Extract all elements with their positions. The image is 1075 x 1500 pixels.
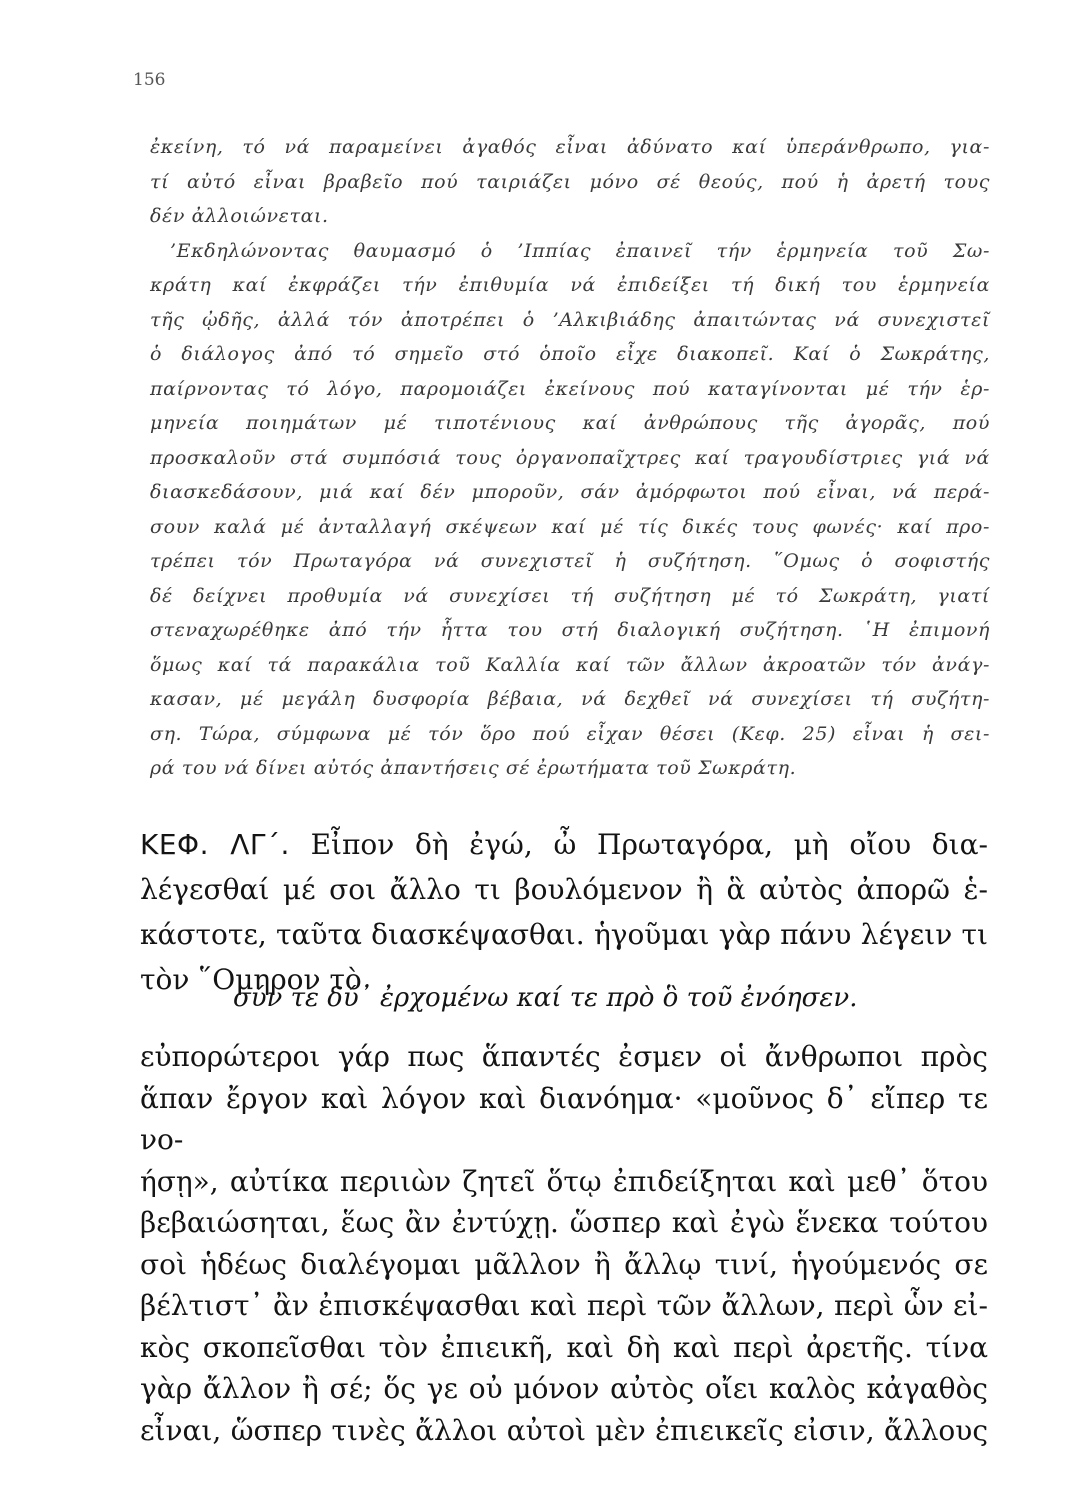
greek-text-line-start: Εἶπον δὴ ἐγώ, ὦ Πρωταγόρα, μὴ οἴου δια-	[310, 828, 988, 861]
commentary-line: κράτη καί ἐκφράζει τήν ἐπιθυμία νά ἐπιδείξει τή δική του ἑρμηνεία	[150, 274, 990, 296]
commentary-line: σουν καλά μέ ἀνταλλαγή σκέψεων καί μέ τίς δικές τους φωνές· καί προ-	[150, 515, 990, 538]
commentary-line: τῆς ᾠδῆς, ἀλλά τόν ἀποτρέπει ὁ ’Αλκιβιάδης ἀπαιτώντας νά συνεχιστεῖ	[150, 308, 990, 331]
commentary-line: στεναχωρέθηκε ἀπό τήν ἧττα του στή διαλογική συζήτηση. ῾Η ἐπιμονή	[150, 619, 990, 641]
greek-text-block	[140, 822, 988, 1002]
commentary-line: ὁ διάλογος ἀπό τό σημεῖο στό ὁποῖο εἶχε διακοπεῖ. Καί ὁ Σωκράτης,	[150, 343, 990, 365]
commentary-line: δέν ἀλλοιώνεται.	[150, 205, 329, 227]
commentary-line: τρέπει τόν Πρωταγόρα νά συνεχιστεῖ ἡ συζήτηση. ῞Ομως ὁ σοφιστής	[150, 550, 990, 572]
commentary-line: κασαν, μέ μεγάλη δυσφορία βέβαια, νά δεχθεῖ νά συνεχίσει τή συζήτη-	[150, 688, 990, 710]
greek-text-line: εὐπορώτεροι γάρ πως ἅπαντές ἐσμεν οἱ ἄνθρωποι πρὸς	[140, 1040, 988, 1073]
commentary-line: μηνεία ποιημάτων μέ τιποτένιους καί ἀνθρώπους τῆς ἀγορᾶς, πού	[150, 412, 990, 434]
greek-text-line: τὸν ῞Ομηρον τὸ	[140, 963, 362, 996]
commentary-line: παίρνοντας τό λόγο, παρομοιάζει ἐκείνους πού καταγίνονται μέ τήν ἑρ-	[150, 377, 990, 400]
greek-text-line	[140, 822, 988, 867]
greek-text-line: κὸς σκοπεῖσθαι τὸν ἐπιεικῆ, καὶ δὴ καὶ περὶ ἀρετῆς. τίνα	[140, 1330, 988, 1364]
greek-text-line: κάστοτε, ταῦτα διασκέψασθαι. ἡγοῦμαι γὰρ πάνυ λέγειν τι	[140, 918, 988, 951]
commentary-line: ’Εκδηλώνοντας θαυμασμό ὁ ’Ιππίας ἐπαινεῖ τήν ἑρμηνεία τοῦ Σω-	[170, 239, 990, 262]
greek-text-line: ἅπαν ἔργον καὶ λόγον καὶ διανόημα· «μοῦνος δ᾽ εἴπερ τε νο-	[140, 1081, 988, 1156]
homer-quote: σύν τε δύ᾽ ἐρχομένω καί τε πρὸ ὃ τοῦ ἐνόησεν.	[233, 983, 858, 1013]
greek-text-line: γὰρ ἄλλον ἢ σέ; ὅς γε οὐ μόνον αὐτὸς οἴει καλὸς κἀγαθὸς	[140, 1372, 988, 1405]
chapter-label: ΚΕΦ. ΛΓ΄.	[140, 828, 290, 861]
greek-text-line: εἶναι, ὥσπερ τινὲς ἄλλοι αὐτοὶ μὲν ἐπιεικεῖς εἰσιν, ἄλλους	[140, 1413, 988, 1447]
commentary-line: ση. Τώρα, σύμφωνα μέ τόν ὅρο πού εἶχαν θέσει (Κεφ. 25) εἶναι ἡ σει-	[150, 722, 990, 745]
greek-text-line: ήσῃ», αὐτίκα περιιὼν ζητεῖ ὅτῳ ἐπιδείξηται καὶ μεθ᾽ ὅτου	[140, 1164, 988, 1198]
commentary-line: δέ δείχνει προθυμία νά συνεχίσει τή συζήτηση μέ τό Σωκράτη, γιατί	[150, 584, 990, 607]
greek-text-block-continued	[140, 1036, 988, 1451]
greek-text-line: λέγεσθαί μέ σοι ἄλλο τι βουλόμενον ἢ ἃ αὐτὸς ἀπορῶ ἑ-	[140, 873, 988, 906]
greek-text-line: σοὶ ἡδέως διαλέγομαι μᾶλλον ἢ ἄλλῳ τινί, ἡγούμενός σε	[140, 1247, 988, 1281]
commentary-line: ρά του νά δίνει αὐτός ἀπαντήσεις σέ ἐρωτήματα τοῦ Σωκράτη.	[150, 757, 797, 779]
commentary-line: διασκεδάσουν, μιά καί δέν μποροῦν, σάν ἀμόρφωτοι πού εἶναι, νά περά-	[150, 481, 990, 503]
greek-text-line: βεβαιώσηται, ἕως ἂν ἐντύχῃ. ὥσπερ καὶ ἐγὼ ἕνεκα τούτου	[140, 1206, 988, 1239]
commentary-line: τί αὐτό εἶναι βραβεῖο πού ταιριάζει μόνο σέ θεούς, πού ἡ ἀρετή τους	[150, 170, 990, 193]
commentary-line: ἐκείνη, τό νά παραμείνει ἀγαθός εἶναι ἀδύνατο καί ὑπεράνθρωπο, για-	[150, 136, 990, 158]
commentary-block	[150, 130, 990, 786]
commentary-line: ὅμως καί τά παρακάλια τοῦ Καλλία καί τῶν ἄλλων ἀκροατῶν τόν ἀνάγ-	[150, 653, 990, 676]
commentary-line: προσκαλοῦν στά συμπόσιά τους ὀργανοπαῖχτρες καί τραγουδίστριες γιά νά	[150, 446, 990, 469]
greek-text-line: βέλτιστ᾽ ἂν ἐπισκέψασθαι καὶ περὶ τῶν ἄλλων, περὶ ὧν εἰ-	[140, 1289, 988, 1322]
page-number: 156	[133, 70, 166, 90]
